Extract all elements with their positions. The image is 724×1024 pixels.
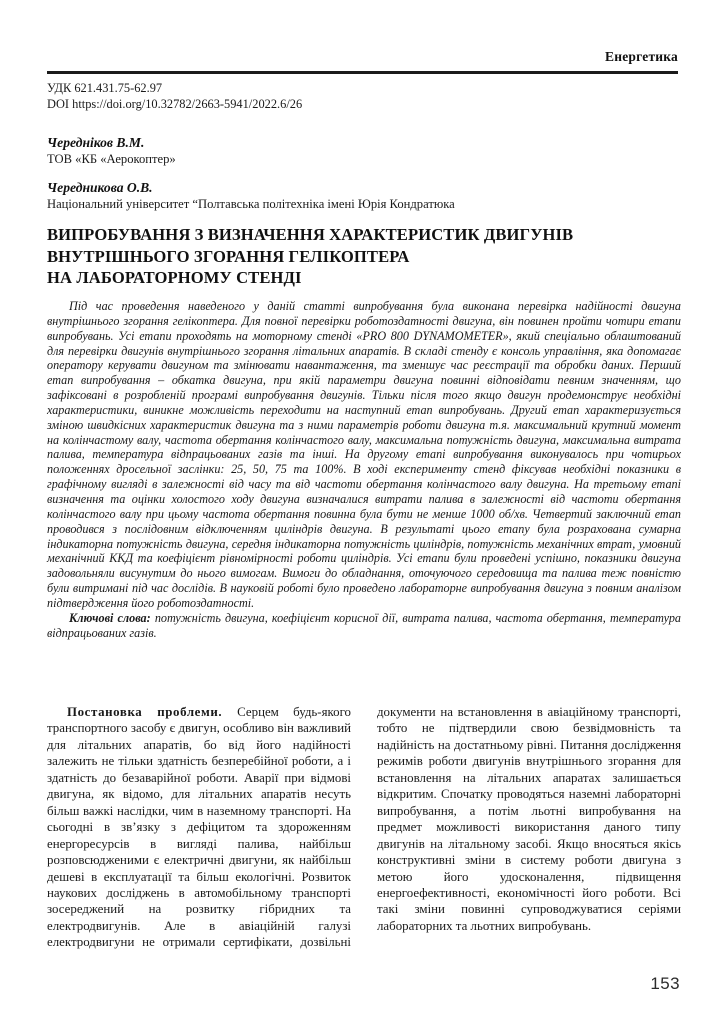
keywords-values: потужність двигуна, коефіцієнт корисної дії, витрата палива, частота обертання, температура відпрацьованих газів. bbox=[47, 610, 681, 640]
page-title bbox=[47, 224, 678, 289]
keywords-label: Ключові слова: bbox=[69, 610, 155, 625]
author-affiliation: Національний університет “Полтавська політехніка імені Юрія Кондратюка bbox=[47, 197, 455, 211]
section-heading-inline: Постановка проблеми. bbox=[67, 705, 238, 719]
udc-code: УДК 621.431.75-62.97 bbox=[47, 81, 163, 95]
doi-link[interactable]: DOI https://doi.org/10.32782/2663-5941/2022.6/26 bbox=[47, 96, 303, 111]
author-name: Чередникова О.В. bbox=[47, 180, 153, 195]
identifier-block bbox=[47, 81, 678, 112]
title-line-1: ВИПРОБУВАННЯ З ВИЗНАЧЕННЯ ХАРАКТЕРИСТИК ДВИГУНІВ bbox=[47, 225, 574, 244]
title-line-2: ВНУТРІШНЬОГО ЗГОРАННЯ ГЕЛІКОПТЕРА bbox=[47, 246, 410, 266]
running-head: Енергетика bbox=[605, 49, 678, 64]
abstract-text: Під час проведення наведеного у даній статті випробування була виконана перевірка надійності двигуна внутрішнього згорання гелікоптера. Для повної перевірки роботоздатності двигуна, він повинен пройти чотири етапи випробувань. Усі етапи проходять на моторному стенді «PRO 800 DYNAMOMETER», який спеціально облаштований для перевірки двигунів внутрішнього згорання літальних апаратів. В складі стенду є консоль управління, яка допомагає оператору керувати двигуном та змінювати навантаження, та зменшує час реєстрації та обробки даних. Перший етап випробування – обкатка двигуна, при якій параметри двигуна повинні відповідати певним значенням, що зафіксовані в розробленій програмі випробування двигунів. Тільки після того якщо двигун продемонструє необхідні характеристики, виникне можливість переходити на наступний етап випробувань. Другий етап характеризується зміною швидкісних характеристик двигуна та з ними параметрів роботи двигуна т.я. максимальний крутний момент на колінчастому валу, частота обертання колінчастого валу, максимальна потужність двигуна, максимальна витрата палива, температура відпрацьованих газів та інші. На другому етапі випробування виконувалось при чотирьох положеннях дросельної заслінки: 25, 50, 75 та 100%. В ході експерименту стенд фіксував необхідні показники в графічному вигляді в залежності від часу та від частоти обертання колінчастого валу двигуна. На третьому етапі визначення та оцінки холостого ходу двигуна визначалися витрати палива в залежності від частоти обертання колінчастого валу при цьому частота обертання повинна була бути не менше 1000 об/хв. Четвертий заключний етап проводився з послідовним відключенням циліндрів двигуна. В результаті цього етапу була розрахована сумарна індикаторна потужність двигуна, середня індикаторна потужність циліндрів, потужність механічних втрат, умовний механічний ККД та коефіцієнт рівномірності роботи циліндрів. Усі етапи були проведені успішно, показники двигуна задовольняли висунутим до нього вимогам. Вимоги до обладнання, оточуючого середовища та палива теж повністю були витримані під час дослідів. В науковій роботі було проведено лабораторне випробування двигуна з повним аналізом підтвердження його роботоздатності. bbox=[47, 299, 681, 610]
body-columns bbox=[47, 704, 681, 954]
author-entry-2 bbox=[47, 179, 678, 212]
page-number: 153 bbox=[650, 974, 680, 993]
keywords-line bbox=[47, 611, 681, 641]
body-paragraph-text: Серцем будь-якого транспортного засобу є двигун, особливо він важливий для літальних апаратів, бо від його надійності залежить не тільки здатність безперебійної роботи, а і здатність до безаварійної роботи. Аварії при відмові двигуна, як відомо, для літальних апаратів несуть більш важкі наслідки, чим в наземному транспорті. На сьогодні в зв’язку з дефіцитом та здороженням енергоресурсів в вигляді палива, найбільш розповсюдженими є електричні двигуни, як найбільш дешеві в експлуатації та більш екологічні. Розвиток наукових досліджень в автомобільному транспорті зосереджений на розвитку гібридних та електродвигунів. Але в авіаційній галузі електродвигуни не отримали сертифікати, дозвільні документи на встановлення в авіаційному транспорті, тобто не підтвердили свою безвідмовність та надійність на достатньому рівні. Питання дослідження режимів роботи двигунів внутрішнього згорання для встановлення на літальних апаратах залишається відкритим. Спочатку проводяться наземні лабораторні випробування, а потім льотні випробування на предмет можливості використання даного типу двигунів на літальному засобі. Якщо вносяться якісь конструктивні зміни в систему роботи двигуна з метою його удосконалення, підвищення енергоефективності, економічності його роботи. Всі такі зміни повинні супроводжуватися серіями лабораторних та льотних випробувань. bbox=[47, 705, 681, 950]
abstract-section bbox=[47, 299, 681, 640]
author-entry-1 bbox=[47, 134, 678, 167]
author-affiliation: ТОВ «КБ «Аерокоптер» bbox=[47, 152, 176, 166]
author-name: Чередніков В.М. bbox=[47, 135, 145, 150]
header-rule bbox=[47, 71, 678, 74]
body-paragraph bbox=[47, 704, 681, 951]
title-line-3: НА ЛАБОРАТОРНОМУ СТЕНДІ bbox=[47, 268, 302, 287]
